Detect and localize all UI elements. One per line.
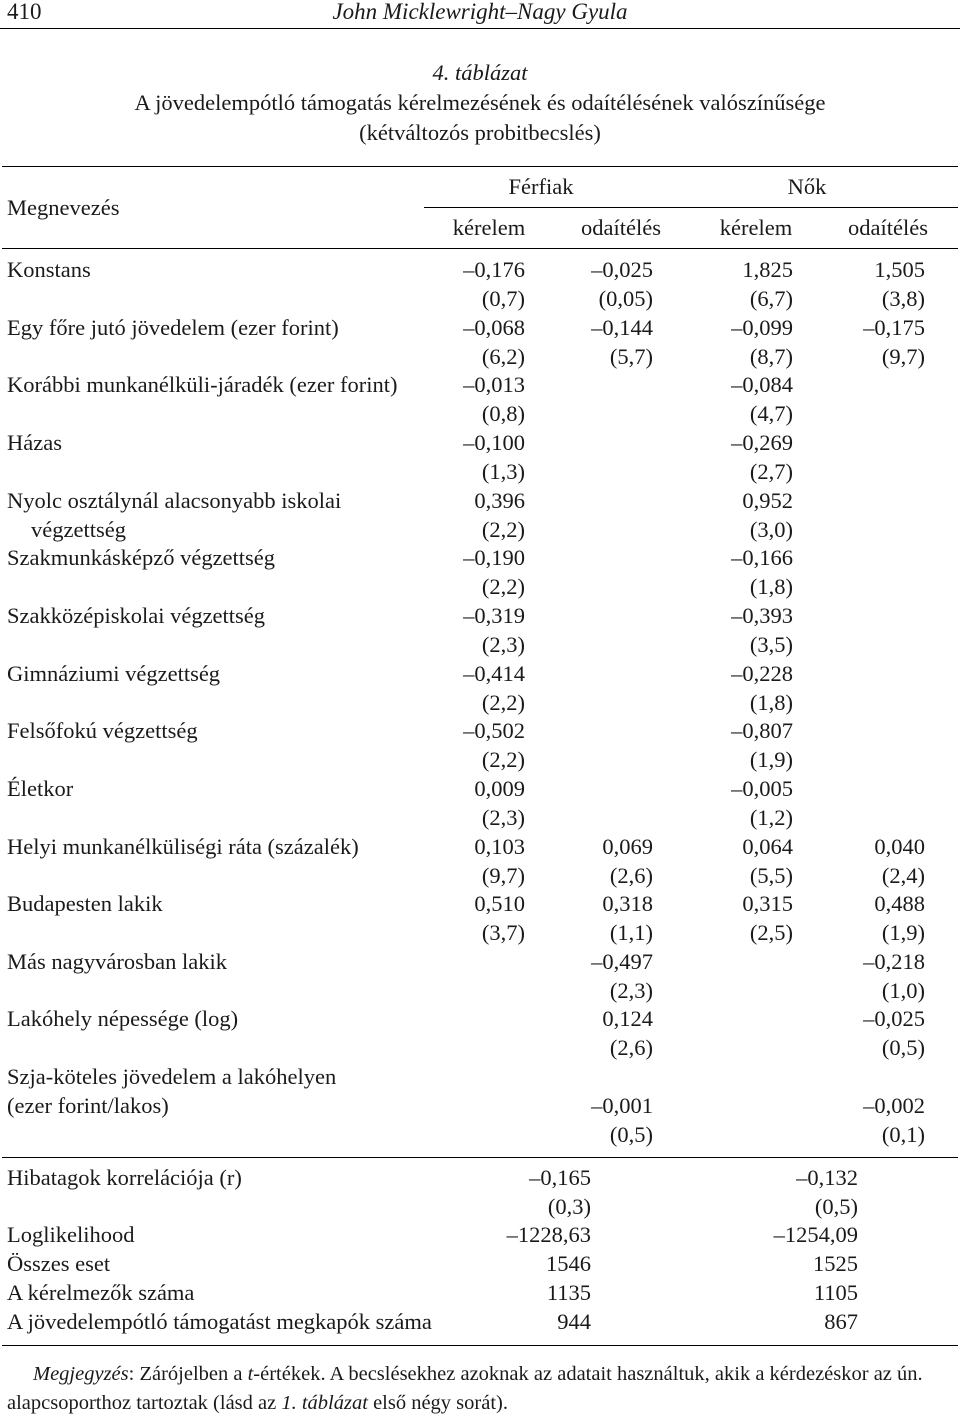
group-header-men: Férfiak [508,174,574,199]
t-value: (3,8) [881,286,925,311]
coefficient: –0,084 [731,372,793,397]
column-header: kérelem [719,215,793,240]
row-label: Más nagyvárosban lakik [7,949,227,974]
table-top-rule [2,166,958,167]
coefficient: –0,228 [731,661,793,686]
column-header: kérelem [452,215,526,240]
t-value: (2,7) [749,459,793,484]
coefficient: –0,807 [731,718,793,743]
t-value-row [0,1194,960,1223]
t-value: (2,2) [481,747,525,772]
note-t-term: t [247,1363,254,1385]
t-value: (1,8) [749,690,793,715]
row-label: Szakmunkásképző végzettség [7,545,276,570]
t-value: (0,3) [547,1194,591,1219]
t-value: (1,0) [881,978,925,1003]
coefficient: –0,005 [731,776,793,801]
running-title: John Micklewright–Nagy Gyula [332,0,628,24]
stats-label: Loglikelihood [7,1222,135,1247]
t-value: (1,3) [481,459,525,484]
t-value: (3,0) [749,517,793,542]
header-bottom-rule [2,248,958,249]
stats-value: 1135 [546,1280,591,1305]
coefficient: –0,099 [731,315,793,340]
table-row [0,545,960,574]
t-value-row [0,1035,960,1064]
t-value: (2,2) [481,574,525,599]
coefficient: 0,396 [474,488,525,513]
table-row [0,315,960,344]
t-value: (2,2) [481,690,525,715]
stats-value: 944 [557,1309,591,1334]
t-value: (2,2) [481,517,525,542]
t-value: (0,5) [881,1035,925,1060]
t-value: (0,7) [481,286,525,311]
stats-value: –0,132 [796,1165,858,1190]
coefficient: –0,144 [591,315,653,340]
t-value-row [0,805,960,834]
table-row [0,430,960,459]
stats-label: A jövedelempótló támogatást megkapók száma [7,1309,432,1334]
coefficient: –0,218 [863,949,925,974]
coefficient: –0,502 [463,718,525,743]
t-value: (1,9) [881,920,925,945]
table-row [0,661,960,690]
note-text: első négy sorát). [367,1392,508,1414]
t-value-row [0,574,960,603]
column-header: odaítélés [581,215,661,240]
table-subtitle: (kétváltozós probitbecslés) [359,120,601,145]
coefficient: 0,952 [742,488,793,513]
table-row [0,603,960,632]
table-row [0,488,960,517]
row-label: Budapesten lakik [7,891,163,916]
coefficient: 0,510 [474,891,525,916]
coefficient: –0,414 [463,661,525,686]
coefficient: –0,269 [731,430,793,455]
stats-row [0,1309,960,1338]
running-head [0,0,960,29]
row-label: Lakóhely népessége (log) [7,1006,239,1031]
coefficient: 0,009 [474,776,525,801]
t-value: (6,2) [481,344,525,369]
coefficient: –0,166 [731,545,793,570]
table-row-continued [0,1093,960,1122]
page-number: 410 [7,0,42,24]
table-row [0,949,960,978]
t-value: (1,8) [749,574,793,599]
t-value-row [0,632,960,661]
t-value: (1,2) [749,805,793,830]
row-label: Házas [7,430,62,455]
table-row [0,891,960,920]
table-row [0,372,960,401]
coefficient: 0,124 [602,1006,653,1031]
t-value-row [0,747,960,776]
t-value: (2,6) [609,863,653,888]
t-value: (2,3) [481,805,525,830]
t-value-row [0,459,960,488]
coefficient: –0,002 [863,1093,925,1118]
group-header-women: Nők [787,174,827,199]
coefficient: –0,068 [463,315,525,340]
note-lead: Megjegyzés [33,1363,129,1385]
table-row [0,257,960,286]
table-row [0,1006,960,1035]
coefficient: 0,040 [874,834,925,859]
row-label: Életkor [7,776,74,801]
t-value: (2,3) [481,632,525,657]
t-value: (0,5) [814,1194,858,1219]
coefficient: –0,025 [591,257,653,282]
coefficient: 0,488 [874,891,925,916]
table-bottom-rule [2,1345,958,1346]
t-value-row [0,920,960,949]
t-value: (2,5) [749,920,793,945]
row-label-header: Megnevezés [7,195,120,220]
row-label: Nyolc osztálynál alacsonyabb iskolai [7,488,342,513]
t-value: (0,05) [598,286,653,311]
stats-row [0,1251,960,1280]
coefficient: 1,825 [742,257,793,282]
table-row [0,1064,960,1093]
coefficient: 0,103 [474,834,525,859]
t-value-row [0,286,960,315]
stats-value: –0,165 [529,1165,591,1190]
stats-label: Hibatagok korrelációja (r) [7,1165,242,1190]
row-label: Felsőfokú végzettség [7,718,198,743]
stats-row [0,1165,960,1194]
note-text: -értékek. A becslésekhez azoknak az adatait használtuk, akik a kérdezéskor az ún. alapcsoporthoz tartoztak (lásd az [7,1363,923,1414]
row-label: Szakközépiskolai végzettség [7,603,266,628]
table-note [7,1360,957,1418]
row-label: Korábbi munkanélküli-járadék (ezer forint) [7,372,398,397]
coefficient: –0,025 [863,1006,925,1031]
t-value: (5,5) [749,863,793,888]
note-text: : Zárójelben a [128,1363,248,1385]
row-label: Helyi munkanélküliségi ráta (százalék) [7,834,359,859]
table-title: A jövedelempótló támogatás kérelmezésének és odaítélésének valószínűsége [134,90,826,115]
coefficient: –0,319 [463,603,525,628]
table-row [0,718,960,747]
t-value: (8,7) [749,344,793,369]
t-value: (9,7) [481,863,525,888]
t-value: (3,5) [749,632,793,657]
t-value: (0,1) [881,1122,925,1147]
coefficient: –0,176 [463,257,525,282]
table-row [0,776,960,805]
coefficient: –0,100 [463,430,525,455]
stats-value: 1105 [813,1280,858,1305]
t-value-row [0,517,960,546]
row-label-continued: (ezer forint/lakos) [7,1093,169,1118]
t-value-row [0,344,960,373]
coefficient: –0,190 [463,545,525,570]
coefficient: 0,069 [602,834,653,859]
coefficient: –0,497 [591,949,653,974]
t-value-row [0,978,960,1007]
t-value: (2,3) [609,978,653,1003]
stats-row [0,1280,960,1309]
coefficient: 1,505 [874,257,925,282]
coefficient: 0,315 [742,891,793,916]
row-label: Konstans [7,257,91,282]
coefficient: 0,064 [742,834,793,859]
row-label-continued: végzettség [31,517,126,542]
t-value-row [0,1122,960,1151]
row-label: Egy főre jutó jövedelem (ezer forint) [7,315,339,340]
t-value: (9,7) [881,344,925,369]
stats-value: 867 [824,1309,858,1334]
t-value: (4,7) [749,401,793,426]
stats-value: 1525 [813,1251,858,1276]
group-rule [424,207,958,208]
t-value: (0,5) [609,1122,653,1147]
t-value: (1,9) [749,747,793,772]
row-label: Szja-köteles jövedelem a lakóhelyen [7,1064,337,1089]
t-value-row [0,863,960,892]
stats-value: –1254,09 [773,1222,858,1247]
column-header: odaítélés [848,215,928,240]
t-value: (3,7) [481,920,525,945]
stats-value: –1228,63 [506,1222,591,1247]
coefficient: –0,001 [591,1093,653,1118]
stats-separator-rule [2,1157,958,1158]
row-label: Gimnáziumi végzettség [7,661,221,686]
stats-row [0,1222,960,1251]
t-value: (6,7) [749,286,793,311]
coefficient: –0,393 [731,603,793,628]
t-value-row [0,690,960,719]
t-value: (2,4) [881,863,925,888]
table-row [0,834,960,863]
coefficient: 0,318 [602,891,653,916]
stats-value: 1546 [546,1251,591,1276]
t-value: (2,6) [609,1035,653,1060]
coefficient: –0,013 [463,372,525,397]
note-table-reference: 1. táblázat [281,1392,368,1414]
coefficient: –0,175 [863,315,925,340]
stats-label: Összes eset [7,1251,111,1276]
t-value-row [0,401,960,430]
table-number: 4. táblázat [432,60,528,85]
t-value: (5,7) [609,344,653,369]
t-value: (0,8) [481,401,525,426]
stats-label: A kérelmezők száma [7,1280,195,1305]
t-value: (1,1) [609,920,653,945]
